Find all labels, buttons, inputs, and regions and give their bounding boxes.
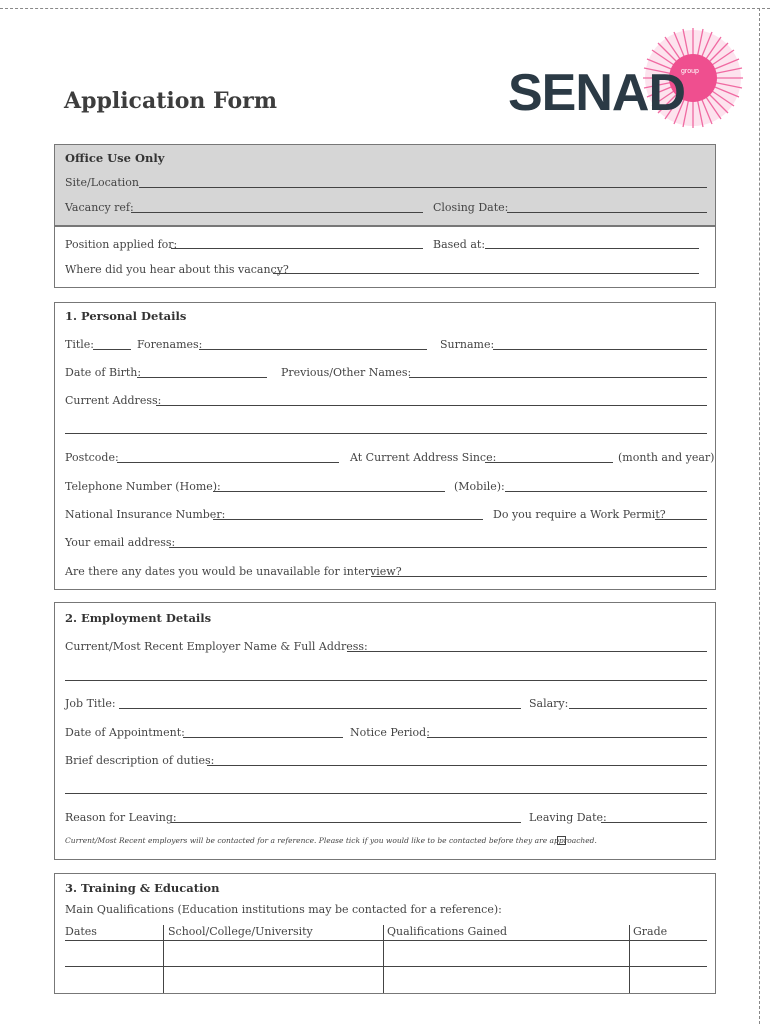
contact-first-checkbox[interactable]: [557, 836, 566, 845]
dob-label: Date of Birth:: [65, 366, 142, 379]
closing-date-label: Closing Date:: [433, 201, 509, 214]
email-field[interactable]: [169, 547, 707, 548]
employment-details-heading: 2. Employment Details: [65, 611, 212, 625]
office-use-heading: Office Use Only: [65, 151, 165, 165]
leaving-date-label: Leaving Date:: [529, 811, 607, 824]
current-address-field-line2[interactable]: [65, 433, 707, 434]
tel-home-label: Telephone Number (Home):: [65, 480, 221, 493]
table-col-divider-3: [629, 925, 630, 993]
mobile-field[interactable]: [505, 491, 707, 492]
table-col-divider-2: [383, 925, 384, 993]
svg-text:SENAD: SENAD: [508, 64, 686, 122]
training-education-heading: 3. Training & Education: [65, 881, 220, 895]
job-title-field[interactable]: [119, 708, 521, 709]
ni-number-field[interactable]: [213, 519, 483, 520]
personal-details-section: [54, 302, 716, 590]
reason-leaving-field[interactable]: [171, 822, 521, 823]
col-qualifications-header: Qualifications Gained: [387, 925, 508, 938]
duties-label: Brief description of duties:: [65, 754, 215, 767]
vacancy-ref-field[interactable]: [131, 212, 423, 213]
leaving-date-field[interactable]: [601, 822, 707, 823]
position-applied-field[interactable]: [171, 248, 423, 249]
senad-logo: [508, 20, 758, 130]
ni-number-label: National Insurance Number:: [65, 508, 226, 521]
vacancy-ref-label: Vacancy ref:: [65, 201, 134, 214]
duties-field-line2[interactable]: [65, 793, 707, 794]
col-school-header: School/College/University: [168, 925, 313, 938]
postcode-field[interactable]: [117, 462, 339, 463]
tel-home-field[interactable]: [213, 491, 445, 492]
reason-leaving-label: Reason for Leaving:: [65, 811, 177, 824]
work-permit-label: Do you require a Work Permit?: [493, 508, 666, 521]
based-at-label: Based at:: [433, 238, 486, 251]
employer-field-line2[interactable]: [65, 680, 707, 681]
previous-names-label: Previous/Other Names:: [281, 366, 412, 379]
form-title: Application Form: [64, 88, 278, 114]
unavailable-dates-label: Are there any dates you would be unavailable for interview?: [65, 565, 402, 578]
qualifications-intro: Main Qualifications (Education institutions may be contacted for a reference):: [65, 903, 502, 916]
notice-period-label: Notice Period:: [350, 726, 430, 739]
position-section: [54, 226, 716, 288]
based-at-field[interactable]: [485, 248, 699, 249]
mobile-label: (Mobile):: [454, 480, 505, 493]
training-education-section: [54, 873, 716, 994]
email-label: Your email address:: [65, 536, 176, 549]
appointment-date-label: Date of Appointment:: [65, 726, 185, 739]
svg-text:group: group: [681, 68, 699, 75]
salary-label: Salary:: [529, 697, 569, 710]
notice-period-field[interactable]: [427, 737, 707, 738]
col-dates-header: Dates: [65, 925, 97, 938]
job-title-label: Job Title:: [65, 697, 116, 710]
personal-details-heading: 1. Personal Details: [65, 309, 187, 323]
table-col-divider-1: [163, 925, 164, 993]
duties-field[interactable]: [207, 765, 707, 766]
table-row-rule: [65, 966, 707, 967]
surname-field[interactable]: [493, 349, 707, 350]
office-use-section: [54, 144, 716, 226]
forenames-label: Forenames:: [137, 338, 203, 351]
employer-field[interactable]: [347, 651, 707, 652]
site-location-label: Site/Location: [65, 176, 139, 189]
appointment-date-field[interactable]: [183, 737, 343, 738]
title-field[interactable]: [93, 349, 131, 350]
col-grade-header: Grade: [633, 925, 668, 938]
work-permit-field[interactable]: [655, 519, 707, 520]
dob-field[interactable]: [137, 377, 267, 378]
hear-about-label: Where did you hear about this vacancy?: [65, 263, 289, 276]
address-since-field[interactable]: [485, 462, 613, 463]
cut-line-right: [759, 8, 760, 1024]
table-header-rule: [65, 940, 707, 941]
postcode-label: Postcode:: [65, 451, 119, 464]
employer-label: Current/Most Recent Employer Name & Full Address:: [65, 640, 368, 653]
current-address-label: Current Address:: [65, 394, 162, 407]
current-address-field[interactable]: [156, 405, 707, 406]
forenames-field[interactable]: [199, 349, 427, 350]
title-label: Title:: [65, 338, 95, 351]
reference-note: Current/Most Recent employers will be contacted for a reference. Please tick if you would like to be contacted before they are approached.: [65, 836, 597, 845]
month-year-hint: (month and year): [618, 451, 715, 464]
surname-label: Surname:: [440, 338, 495, 351]
hear-about-field[interactable]: [273, 273, 699, 274]
employment-details-section: [54, 602, 716, 860]
salary-field[interactable]: [569, 708, 707, 709]
address-since-label: At Current Address Since:: [350, 451, 497, 464]
site-location-field[interactable]: [139, 187, 707, 188]
unavailable-dates-field[interactable]: [371, 576, 707, 577]
cut-line-top: [0, 8, 770, 9]
position-applied-label: Position applied for:: [65, 238, 178, 251]
previous-names-field[interactable]: [409, 377, 707, 378]
closing-date-field[interactable]: [507, 212, 707, 213]
